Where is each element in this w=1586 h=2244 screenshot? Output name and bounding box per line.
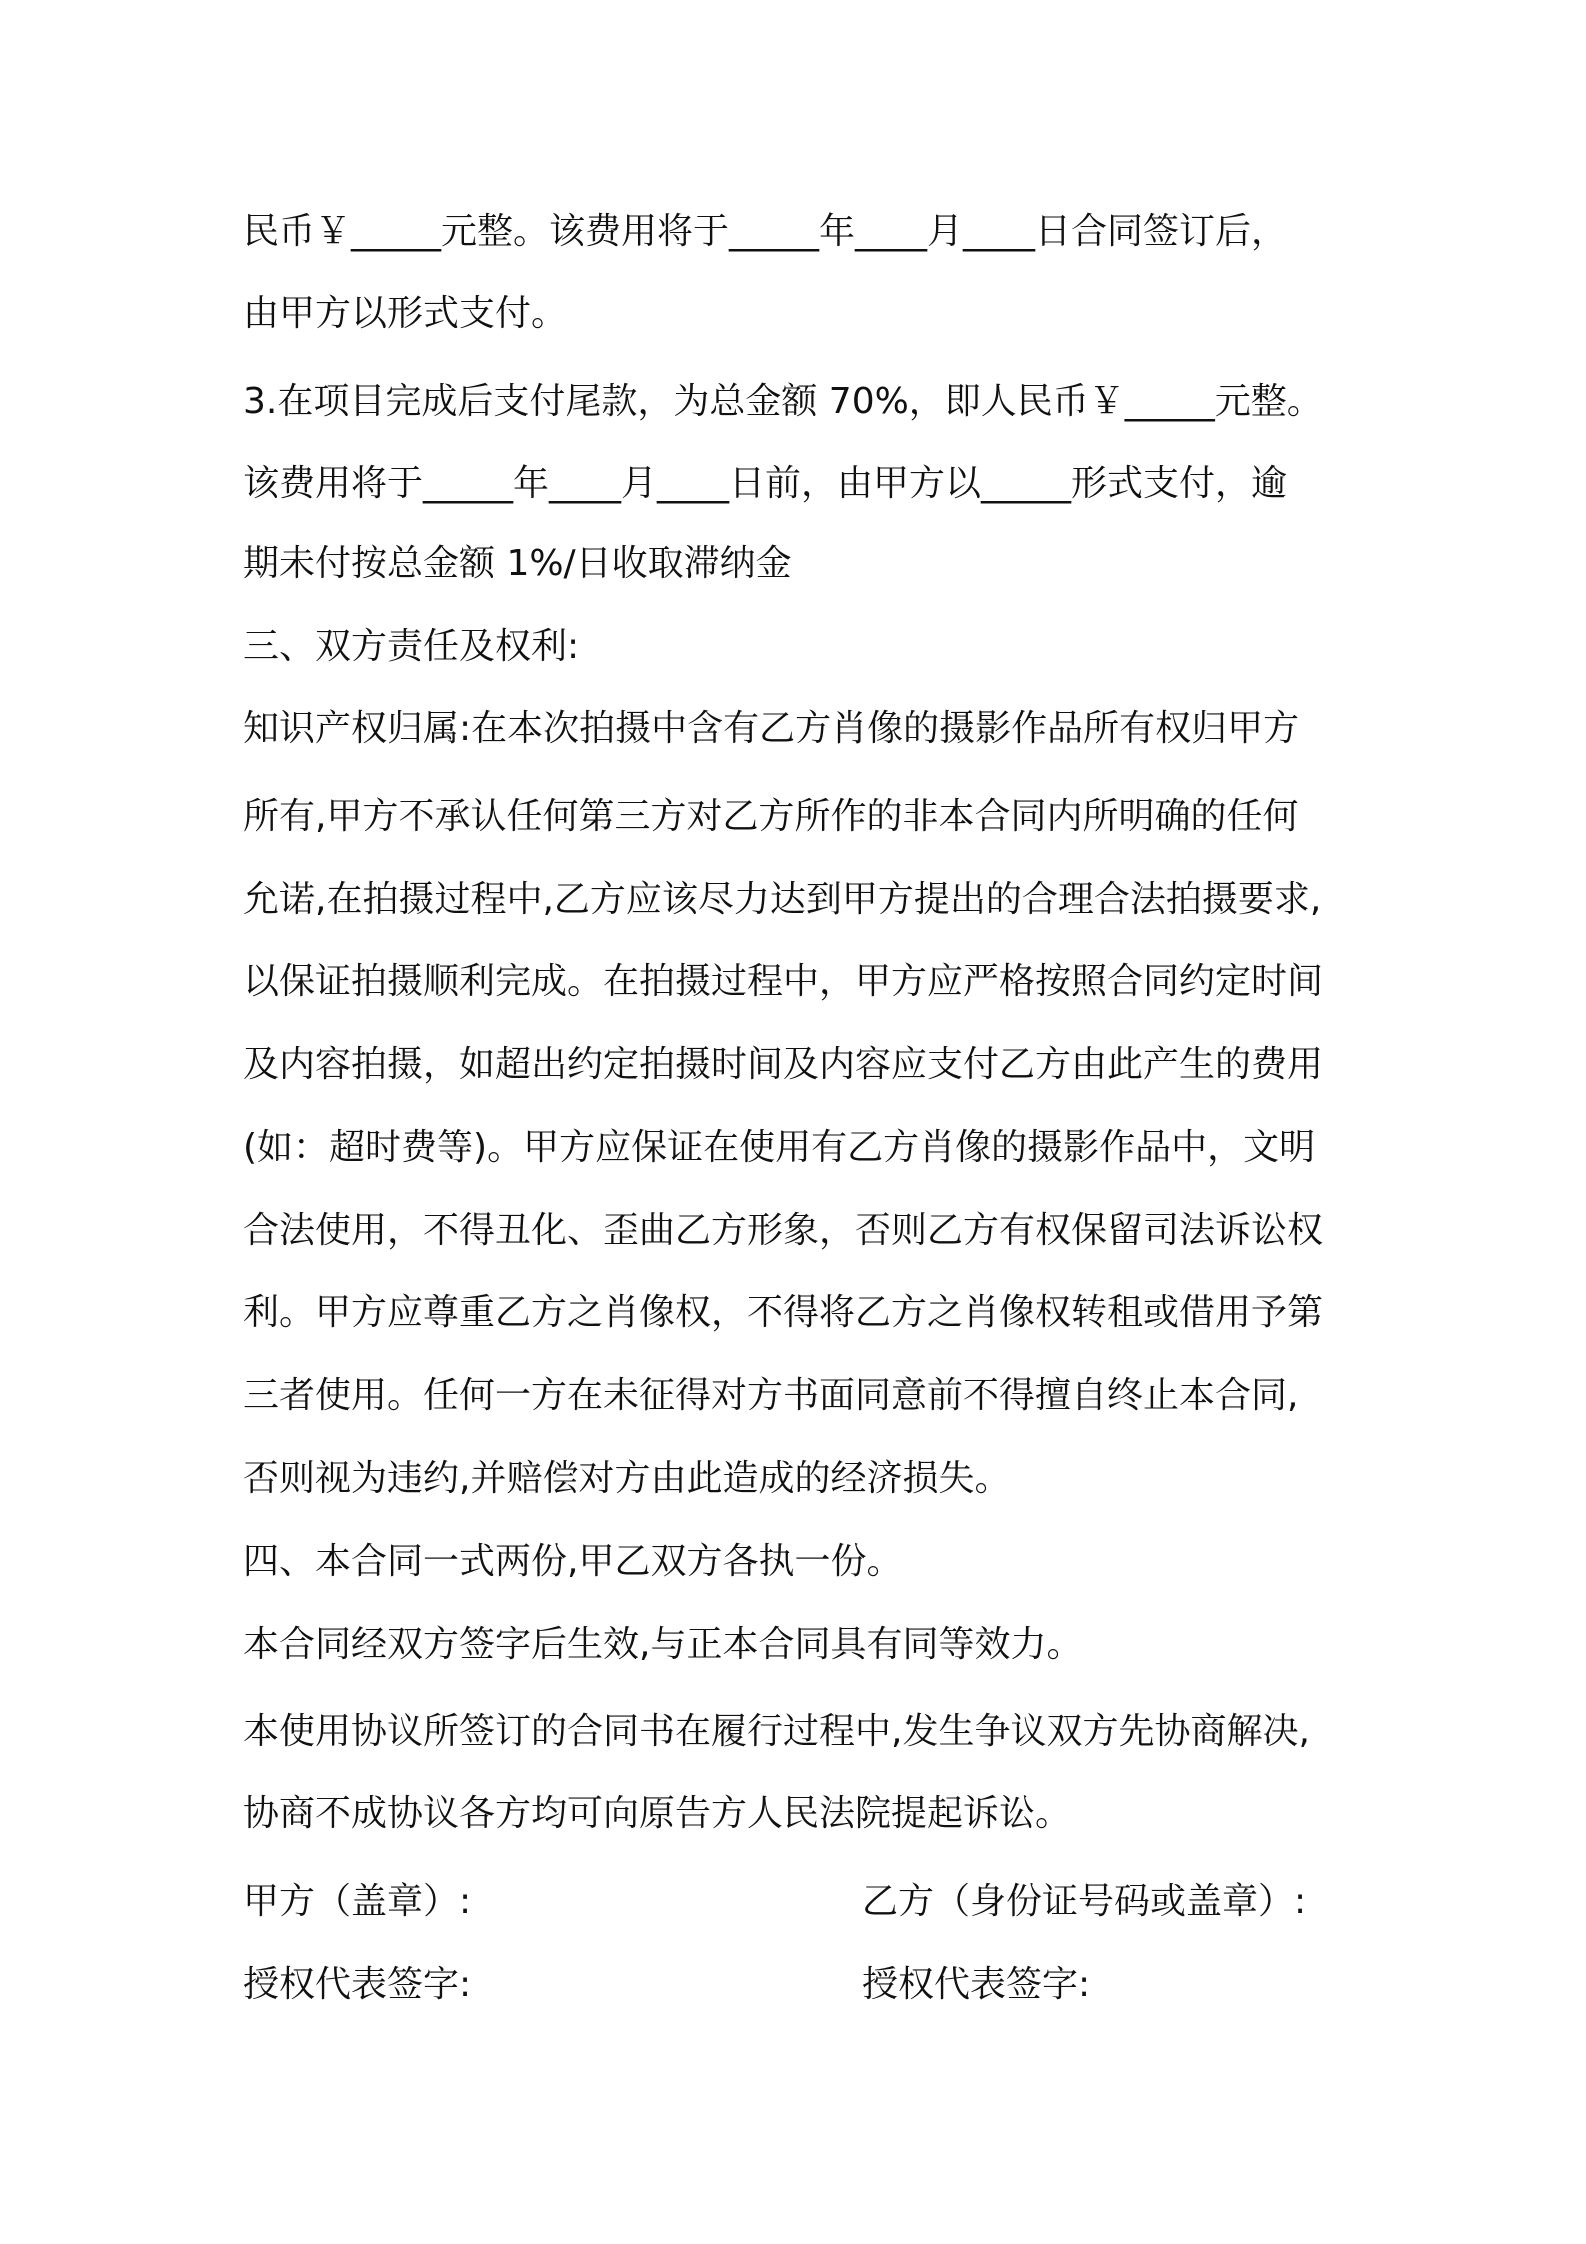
- section-3-line: 知识产权归属:在本次拍摄中含有乙方肖像的摄影作品所有权归甲方: [243, 708, 1300, 749]
- section-3-line: 合法使用，不得丑化、歪曲乙方形象，否则乙方有权保留司法诉讼权: [243, 1210, 1324, 1251]
- payment-clause-3-line-2: 该费用将于_____年____月____日前，由甲方以_____形式支付，逾: [243, 463, 1288, 504]
- section-3-line: (如：超时费等)。甲方应保证在使用有乙方肖像的摄影作品中，文明: [243, 1127, 1316, 1168]
- effect-clause: 本合同经双方签字后生效,与正本合同具有同等效力。: [243, 1624, 1083, 1665]
- section-3-heading: 三、双方责任及权利:: [243, 626, 580, 667]
- party-b-id-label: 乙方（身份证号码或盖章）:: [862, 1881, 1307, 1922]
- payment-clause-3-line-3: 期未付按总金额 1%/日收取滞纳金: [243, 543, 792, 584]
- dispute-clause-line-2: 协商不成协议各方均可向原告方人民法院提起诉讼。: [243, 1793, 1072, 1834]
- section-3-line: 以保证拍摄顺利完成。在拍摄过程中，甲方应严格按照合同约定时间: [243, 961, 1324, 1002]
- payment-clause-3-line-1: 3.在项目完成后支付尾款，为总金额 70%，即人民币￥_____元整。: [243, 381, 1323, 422]
- payment-clause-2-line-2: 由甲方以形式支付。: [243, 293, 568, 334]
- payment-clause-2-line-1: 民币￥_____元整。该费用将于_____年____月____日合同签订后，: [243, 211, 1288, 252]
- dispute-clause-line-1: 本使用协议所签订的合同书在履行过程中,发生争议双方先协商解决,: [243, 1711, 1310, 1752]
- section-3-line: 及内容拍摄，如超出约定拍摄时间及内容应支付乙方由此产生的费用: [243, 1044, 1324, 1085]
- party-a-seal-label: 甲方（盖章）:: [243, 1881, 472, 1922]
- section-3-line: 所有,甲方不承认任何第三方对乙方所作的非本合同内所明确的任何: [243, 796, 1299, 837]
- party-a-representative-label: 授权代表签字:: [243, 1964, 472, 2005]
- section-3-line: 否则视为违约,并赔偿对方由此造成的经济损失。: [243, 1458, 1011, 1499]
- section-3-line: 三者使用。任何一方在未征得对方书面同意前不得擅自终止本合同,: [243, 1375, 1299, 1416]
- section-3-line: 利。甲方应尊重乙方之肖像权，不得将乙方之肖像权转租或借用予第: [243, 1292, 1324, 1333]
- section-4-heading: 四、本合同一式两份,甲乙双方各执一份。: [243, 1541, 903, 1582]
- party-b-representative-label: 授权代表签字:: [862, 1964, 1091, 2005]
- section-3-line: 允诺,在拍摄过程中,乙方应该尽力达到甲方提出的合理合法拍摄要求,: [243, 879, 1322, 920]
